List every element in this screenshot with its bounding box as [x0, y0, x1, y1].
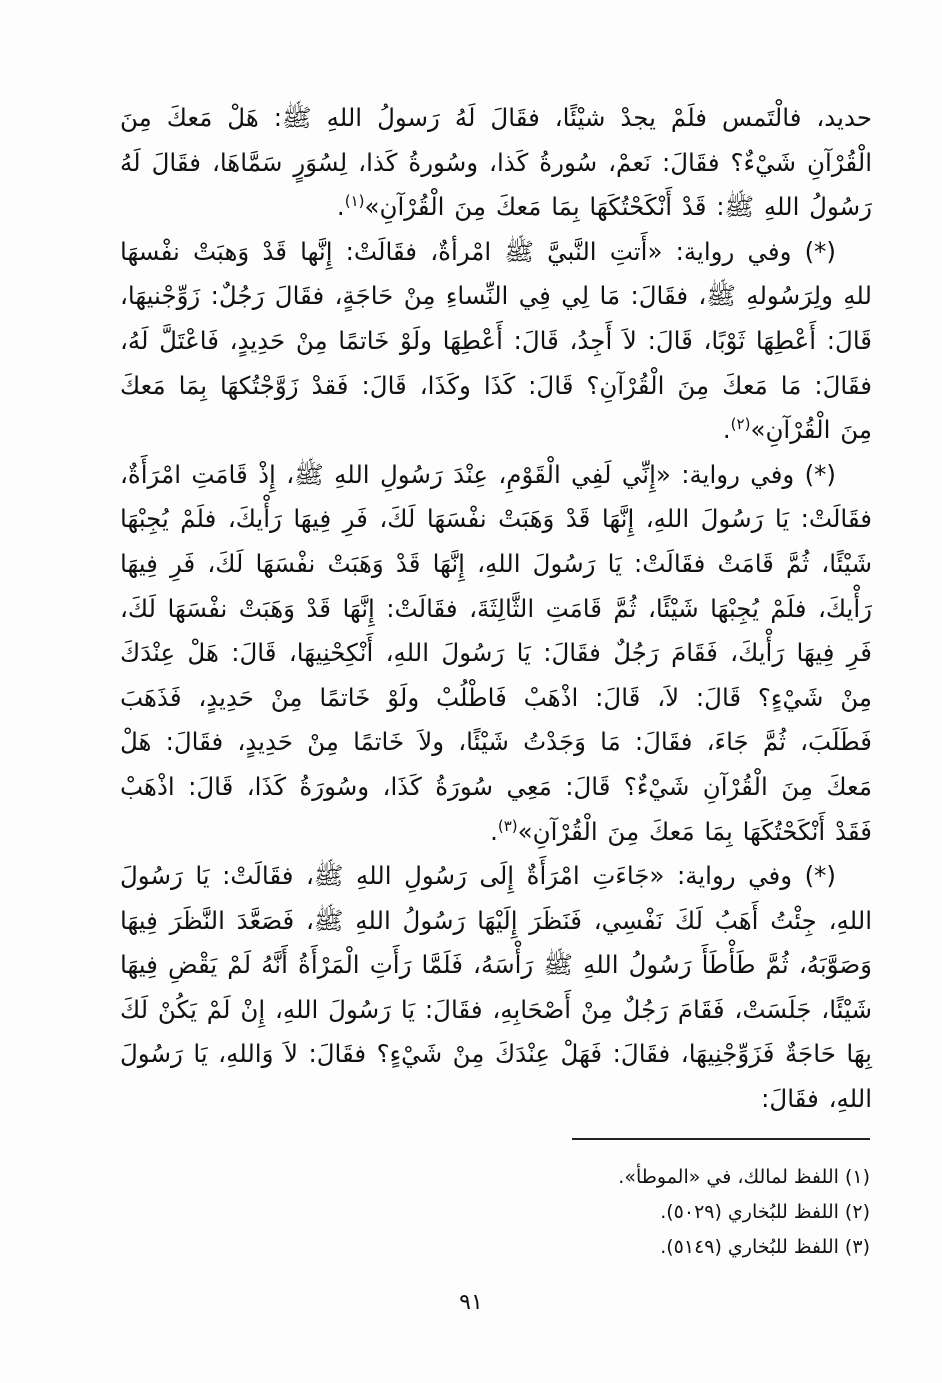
paragraph-1 [120, 96, 872, 230]
footnote-ref-1: (١) [344, 192, 365, 211]
paragraph-1-text: حديد، فالْتَمس فلَمْ يجدْ شيْئًا، فقَالَ لَهُ رَسولُ اللهِ ﷺ: هَلْ مَعكَ مِنَ الْقُرْآنِ شَيْءٌ؟ فقَالَ: نَعمْ، سُورةُ كَذا، وسُورةُ كَذا، لِسُوَرٍ سَمَّاهَا، فقَالَ لَهُ رَسُولُ اللهِ ﷺ: قَدْ أَنْكَحْتُكَهَا بِمَا مَعكَ مِنَ الْقُرْآنِ» [120, 103, 872, 222]
paragraph-2-text: (*) وفي رواية: «أَتتِ النَّبيَّ ﷺ امْرأةٌ، فقَالَتْ: إِنَّها قَدْ وَهبَتْ نفْسهَا للهِ ولِرَسُولهِ ﷺ، فقَالَ: مَا لِي فِي النِّساءِ مِنْ حَاجَةٍ، فقَالَ رَجُلٌ: زَوِّجْنيهَا، قَالَ: أَعْطِهَا ثَوْبًا، قَالَ: لاَ أَجِدُ، قَالَ: أَعْطِهَا ولَوْ خَاتمًا مِنْ حَدِيدٍ، فَاعْتَلَّ لَهُ، فقَالَ: مَا مَعكَ مِنَ الْقُرْآنِ؟ قَالَ: كَذَا وكَذَا، قَالَ: فَقدْ زَوَّجْتُكهَا بِمَا مَعكَ مِنَ الْقُرْآنِ» [120, 236, 872, 445]
paragraph-3-text: (*) وفي رواية: «إِنِّي لَفِي الْقَوْمِ، عِنْدَ رَسُولِ اللهِ ﷺ، إِذْ قَامَتِ امْرَأَةٌ، فقَالَتْ: يَا رَسُولَ اللهِ، إِنَّهَا قَدْ وَهَبَتْ نفْسَهَا لَكَ، فَرِ فِيهَا رَأْيكَ، فلَمْ يُجِبْهَا شَيْئًا، ثُمَّ قَامَتْ فقَالَتْ: يَا رَسُولَ اللهِ، إِنَّهَا قَدْ وَهَبَتْ نفْسَهَا لَكَ، فَرِ فِيهَا رَأْيكَ، فلَمْ يُجِبْهَا شَيْئًا، ثُمَّ قَامَتِ الثَّالِثَةَ، فقَالَتْ: إِنَّهَا قَدْ وَهَبَتْ نفْسَهَا لَكَ، فَرِ فِيهَا رَأْيكَ، فَقَامَ رَجُلٌ فقَالَ: يَا رَسُولَ اللهِ، أَنْكِحْنِيهَا، قَالَ: هَلْ عِنْدَكَ مِنْ شَيْءٍ؟ قَالَ: لاَ، قَالَ: اذْهَبْ فَاطْلُبْ ولَوْ خَاتمًا مِنْ حَدِيدٍ، فَذَهَبَ فَطَلَبَ، ثُمَّ جَاءَ، فقَالَ: مَا وَجَدْتُ شَيْئًا، ولاَ خَاتمًا مِنْ حَدِيدٍ، فقَالَ: هَلْ مَعكَ مِنَ الْقُرْآنِ شَيْءٌ؟ قَالَ: مَعِي سُورَةُ كَذَا، وسُورَةُ كَذَا، قَالَ: اذْهَبْ فَقَدْ أَنْكَحْتُكَهَا بِمَا مَعكَ مِنَ الْقُرْآنِ» [120, 459, 872, 846]
footnotes [400, 1160, 870, 1265]
paragraph-2-end: . [722, 415, 731, 445]
paragraph-4-text: (*) وفي رواية: «جَاءَتِ امْرَأَةٌ إِلَى رَسُولِ اللهِ ﷺ، فقَالَتْ: يَا رَسُولَ اللهِ، جِئْتُ أَهَبُ لَكَ نَفْسِي، فَنَظَرَ إِلَيْهَا رَسُولُ اللهِ ﷺ، فَصَعَّدَ النَّظَرَ فِيهَا وَصَوَّبَهُ، ثُمَّ طَأْطَأَ رَسُولُ اللهِ ﷺ رَأْسَهُ، فَلَمَّا رَأَتِ الْمَرْأَةُ أَنَّهُ لَمْ يَقْضِ فِيهَا شَيْئًا، جَلَسَتْ، فَقَامَ رَجُلٌ مِنْ أَصْحَابِهِ، فقَالَ: يَا رَسُولَ اللهِ، إِنْ لَمْ يَكُنْ لَكَ بِهَا حَاجَةٌ فَزَوِّجْنِيهَا، فقَالَ: فَهَلْ عِنْدَكَ مِنْ شَيْءٍ؟ فقَالَ: لاَ وَاللهِ، يَا رَسُولَ اللهِ، فقَالَ: [120, 861, 872, 1114]
footnote-3: (٣) اللفظ للبُخاري (٥١٤٩). [660, 1236, 870, 1258]
footnote-1: (١) اللفظ لمالك، في «الموطأ». [618, 1166, 870, 1188]
footnote-divider [572, 1138, 870, 1140]
paragraph-2 [120, 230, 872, 453]
paragraph-3-end: . [490, 816, 498, 846]
footnote-ref-3: (٣) [497, 816, 518, 835]
paragraph-4 [120, 854, 872, 1122]
main-text [120, 96, 872, 1122]
paragraph-1-end: . [336, 192, 345, 222]
page-number: ٩١ [459, 1290, 483, 1315]
footnote-2: (٢) اللفظ للبُخاري (٥٠٢٩). [660, 1201, 870, 1223]
paragraph-3 [120, 453, 872, 854]
footnote-ref-2: (٢) [730, 415, 751, 433]
